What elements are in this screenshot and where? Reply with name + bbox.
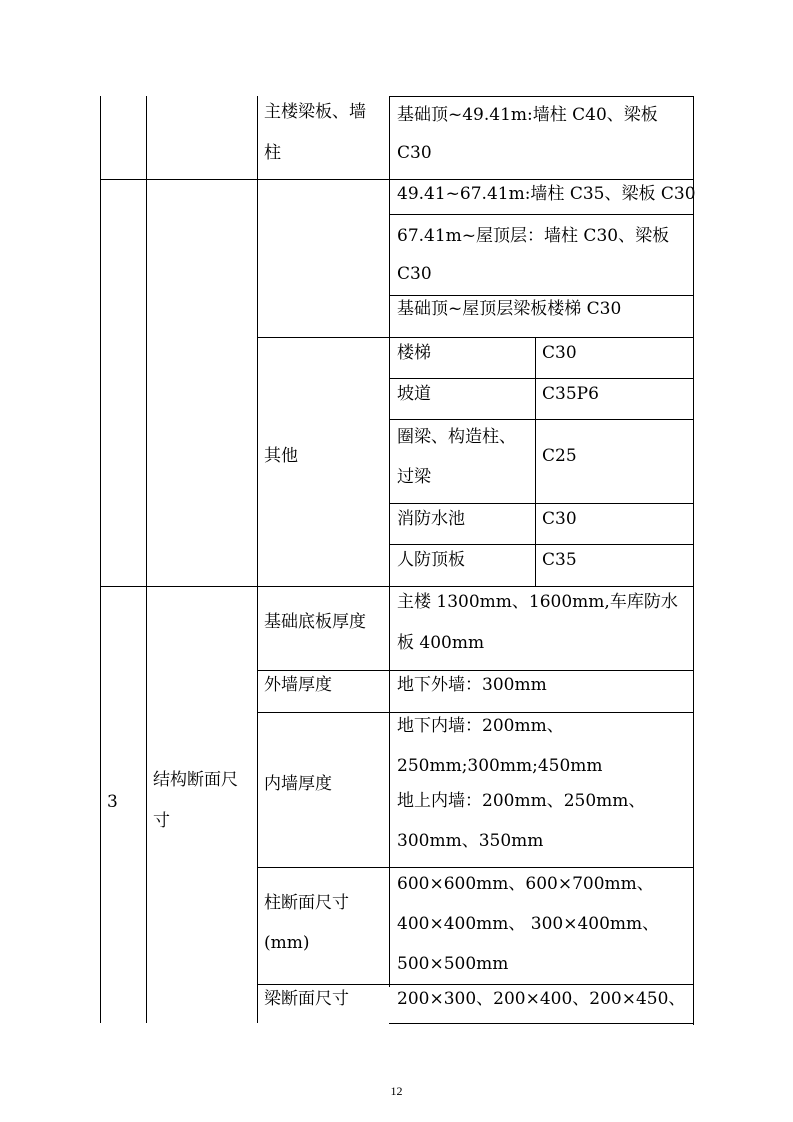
section-number: 3 [107,792,118,812]
other-item-value: C25 [542,446,577,466]
other-item-name: 消防水池 [397,509,465,529]
other-item-value: C30 [542,343,577,363]
page-number: 12 [390,1084,403,1098]
other-item-name-line1: 圈梁、构造柱、 [397,427,516,447]
column-content-line1: 600×600mm、600×700mm、 [397,874,654,894]
other-item-value: C35P6 [542,384,599,404]
row1-sub-line1: 主楼梁板、墙 [264,102,366,122]
column-label-line2: (mm) [264,933,310,953]
other-item-name-line2: 过梁 [397,467,431,487]
row2-content: 49.41~67.41m:墙柱 C35、梁板 C30 [397,184,696,204]
base-content-line2: 板 400mm [397,633,485,653]
section-title-line2: 寸 [153,811,170,831]
other-item-value: C30 [542,509,577,529]
other-item-name: 人防顶板 [397,550,465,570]
row1-content-line1: 基础顶~49.41m:墙柱 C40、梁板 [397,105,658,125]
other-item-name: 楼梯 [397,343,431,363]
column-content-line3: 500×500mm [397,954,509,974]
row1-content-line2: C30 [397,143,432,163]
row1-sub-line2: 柱 [264,143,281,163]
base-content-line1: 主楼 1300mm、1600mm,车库防水 [397,592,678,612]
outer-wall-label: 外墙厚度 [264,675,332,695]
row4-content: 基础顶~屋顶层梁板楼梯 C30 [397,299,622,319]
inner-wall-content-line2: 250mm;300mm;450mm [397,756,603,776]
other-label: 其他 [264,446,298,466]
other-item-name: 坡道 [397,384,431,404]
beam-content: 200×300、200×400、200×450、 [397,989,686,1009]
inner-wall-content-line1: 地下内墙：200mm、 [397,716,564,736]
inner-wall-label: 内墙厚度 [264,774,332,794]
column-content-line2: 400×400mm、 300×400mm、 [397,914,660,934]
base-label: 基础底板厚度 [264,612,366,632]
row3-content-line1: 67.41m~屋顶层：墙柱 C30、梁板 [397,226,670,246]
row3-content-line2: C30 [397,264,432,284]
beam-label: 梁断面尺寸 [264,989,349,1009]
column-label-line1: 柱断面尺寸 [264,893,349,913]
inner-wall-content-line3: 地上内墙：200mm、250mm、 [397,791,646,811]
section-title-line1: 结构断面尺 [153,770,238,790]
inner-wall-content-line4: 300mm、350mm [397,831,544,851]
outer-wall-content: 地下外墙：300mm [397,675,547,695]
other-item-value: C35 [542,550,577,570]
